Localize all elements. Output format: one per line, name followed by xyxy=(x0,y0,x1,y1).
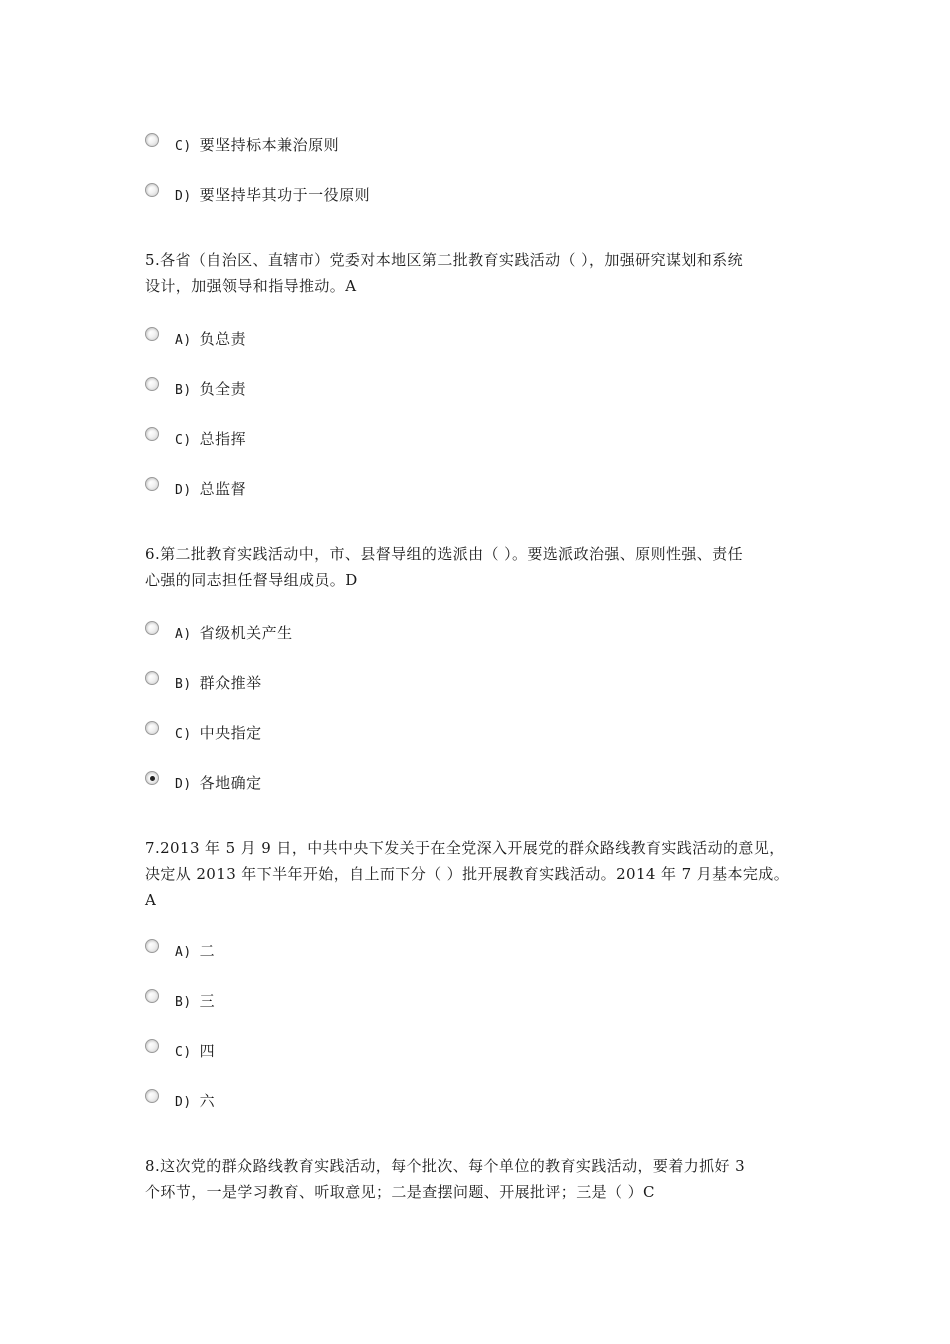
question-text-line: 决定从 2013 年下半年开始，自上而下分（ ）批开展教育实践活动。2014 年 7 月基本完成。 xyxy=(145,865,790,883)
option-text xyxy=(175,772,262,793)
question-text-line: A xyxy=(145,891,157,909)
radio-button-icon[interactable] xyxy=(145,133,159,147)
question-5 xyxy=(145,247,810,299)
question-text-line: 个环节，一是学习教育、听取意见；二是查摆问题、开展批评；三是（ ）C xyxy=(145,1183,655,1201)
option-text xyxy=(175,722,262,743)
option-label: 三 xyxy=(199,991,216,1010)
option-label: 各地确定 xyxy=(199,773,262,792)
q6-option-b[interactable] xyxy=(145,667,262,697)
question-text-line: 心强的同志担任督导组成员。D xyxy=(145,571,358,589)
option-text xyxy=(175,328,246,349)
q7-option-b[interactable] xyxy=(145,985,215,1015)
radio-button-icon[interactable] xyxy=(145,939,159,953)
option-label: 负总责 xyxy=(199,329,247,348)
option-text xyxy=(175,134,339,155)
radio-button-icon[interactable] xyxy=(145,671,159,685)
option-text xyxy=(175,990,215,1011)
option-label: 二 xyxy=(199,941,216,960)
radio-button-icon[interactable] xyxy=(145,327,159,341)
q5-option-a[interactable] xyxy=(145,323,246,353)
radio-button-icon[interactable] xyxy=(145,377,159,391)
q6-option-c[interactable] xyxy=(145,717,262,747)
option-letter: A) xyxy=(175,944,192,960)
radio-button-icon[interactable] xyxy=(145,1089,159,1103)
option-letter: C) xyxy=(175,1044,192,1060)
q5-option-c[interactable] xyxy=(145,423,246,453)
option-label: 要坚持标本兼治原则 xyxy=(199,135,340,154)
question-text-line: 7.2013 年 5 月 9 日，中共中央下发关于在全党深入开展党的群众路线教育实践活动的意见， xyxy=(145,839,785,857)
question-6 xyxy=(145,541,810,593)
question-text-line: 设计，加强领导和指导推动。A xyxy=(145,277,357,295)
question-text-line: 8.这次党的群众路线教育实践活动，每个批次、每个单位的教育实践活动，要着力抓好 3 xyxy=(145,1157,746,1175)
option-letter: C) xyxy=(175,432,192,448)
option-label: 省级机关产生 xyxy=(199,623,293,642)
option-text xyxy=(175,622,293,643)
q5-option-d[interactable] xyxy=(145,473,246,503)
radio-button-icon[interactable] xyxy=(145,477,159,491)
option-text xyxy=(175,428,246,449)
question-7 xyxy=(145,835,810,913)
option-letter: C) xyxy=(175,138,192,154)
option-letter: D) xyxy=(175,1094,192,1110)
q7-option-a[interactable] xyxy=(145,935,215,965)
option-letter: B) xyxy=(175,382,192,398)
option-text xyxy=(175,378,246,399)
option-label: 要坚持毕其功于一役原则 xyxy=(199,185,371,204)
radio-button-icon[interactable] xyxy=(145,1039,159,1053)
option-label: 总监督 xyxy=(199,479,247,498)
question-8 xyxy=(145,1153,810,1205)
option-label: 总指挥 xyxy=(199,429,247,448)
radio-button-icon[interactable] xyxy=(145,183,159,197)
option-letter: B) xyxy=(175,676,192,692)
option-letter: D) xyxy=(175,776,192,792)
radio-button-selected-icon[interactable] xyxy=(145,771,159,785)
q5-option-b[interactable] xyxy=(145,373,246,403)
question-text-line: 6.第二批教育实践活动中，市、县督导组的选派由（ ）。要选派政治强、原则性强、责任 xyxy=(145,545,743,563)
option-letter: D) xyxy=(175,188,192,204)
q7-option-c[interactable] xyxy=(145,1035,215,1065)
option-text xyxy=(175,940,215,961)
option-letter: D) xyxy=(175,482,192,498)
option-d-prev[interactable] xyxy=(145,179,370,209)
option-text xyxy=(175,1090,215,1111)
q6-option-d[interactable] xyxy=(145,767,262,797)
option-letter: C) xyxy=(175,726,192,742)
radio-button-icon[interactable] xyxy=(145,427,159,441)
q7-option-d[interactable] xyxy=(145,1085,215,1115)
option-c-prev[interactable] xyxy=(145,129,339,159)
option-text xyxy=(175,1040,215,1061)
option-text xyxy=(175,672,262,693)
radio-button-icon[interactable] xyxy=(145,621,159,635)
option-letter: A) xyxy=(175,332,192,348)
question-text-line: 5.各省（自治区、直辖市）党委对本地区第二批教育实践活动（ ），加强研究谋划和系统 xyxy=(145,251,743,269)
option-text xyxy=(175,478,246,499)
option-label: 负全责 xyxy=(199,379,247,398)
option-label: 六 xyxy=(199,1091,216,1110)
option-label: 中央指定 xyxy=(199,723,262,742)
option-letter: A) xyxy=(175,626,192,642)
option-letter: B) xyxy=(175,994,192,1010)
q6-option-a[interactable] xyxy=(145,617,293,647)
option-text xyxy=(175,184,370,205)
radio-button-icon[interactable] xyxy=(145,989,159,1003)
radio-button-icon[interactable] xyxy=(145,721,159,735)
option-label: 四 xyxy=(199,1041,216,1060)
option-label: 群众推举 xyxy=(199,673,262,692)
